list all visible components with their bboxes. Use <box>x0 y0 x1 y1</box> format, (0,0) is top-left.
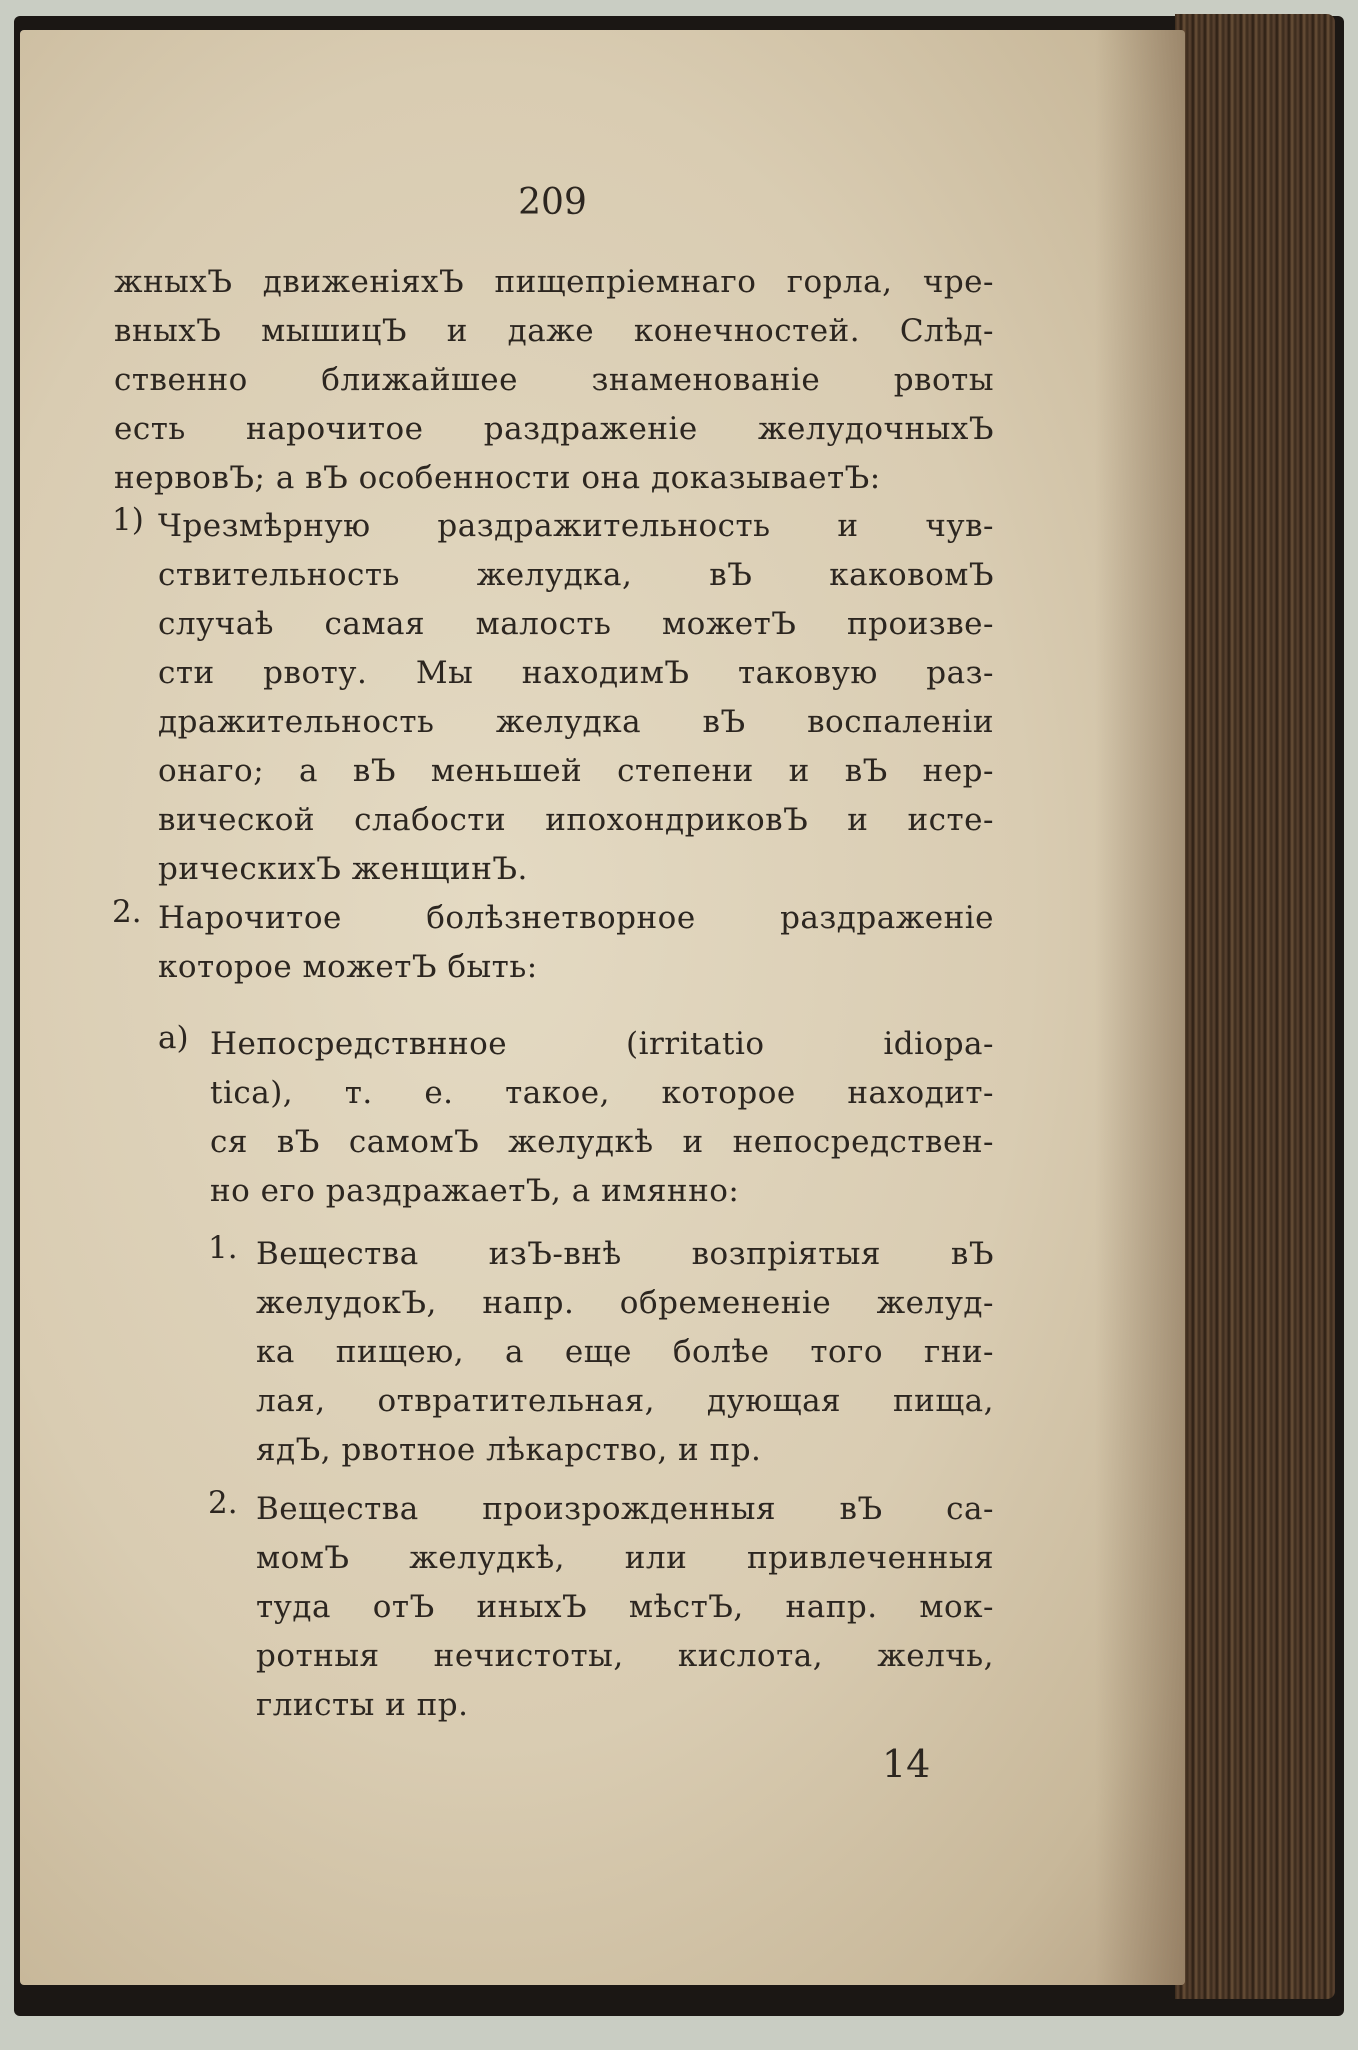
list-item-2 <box>158 894 994 992</box>
book-page <box>20 30 1185 1985</box>
sub-item-1 <box>256 1230 994 1475</box>
sub-item-2 <box>256 1485 994 1730</box>
list-marker: a) <box>158 1020 189 1056</box>
text-line: дражительность желудка вЪ воспаленiи <box>158 704 994 740</box>
text-line: рическихЪ женщинЪ. <box>158 851 528 887</box>
list-marker: 1. <box>208 1230 238 1266</box>
text-line: глисты и пр. <box>256 1687 469 1723</box>
text-line: ствительность желудка, вЪ каковомЪ <box>158 557 994 593</box>
list-item-1 <box>158 502 994 894</box>
text-line: вныхЪ мышицЪ и даже конечностей. Слѣд- <box>114 313 994 349</box>
text-line: лая, отвратительная, дующая пища, <box>256 1383 994 1419</box>
text-line: ротныя нечистоты, кислота, желчь, <box>256 1638 994 1674</box>
text-line: онаго; а вЪ меньшей степени и вЪ нер- <box>158 753 994 789</box>
text-line: ядЪ, рвотное лѣкарство, и пр. <box>256 1432 762 1468</box>
text-line: жныхЪ движенiяхЪ пищепрiемнаго горла, чре- <box>114 264 994 300</box>
list-marker: 1) <box>112 502 144 538</box>
text-line: Непосредствнное (irritatio idiopa- <box>210 1026 994 1062</box>
page-number: 209 <box>518 182 587 223</box>
text-line: желудокЪ, напр. обремененiе желуд- <box>256 1285 994 1321</box>
intro-paragraph <box>114 258 994 503</box>
text-line: Чрезмѣрную раздражительность и чув- <box>158 508 994 544</box>
signature-mark: 14 <box>882 1742 931 1786</box>
list-marker: 2. <box>208 1485 238 1521</box>
text-line: Вещества произрожденныя вЪ са- <box>256 1491 994 1527</box>
text-line: нервовЪ; а вЪ особенности она доказываетЪ: <box>114 460 881 496</box>
page-edges <box>1175 14 1335 1999</box>
text-line: туда отЪ иныхЪ мѣстЪ, напр. мок- <box>256 1589 994 1625</box>
text-line: ственно ближайшее знаменованiе рвоты <box>114 362 994 398</box>
text-line: которое можетЪ быть: <box>158 949 538 985</box>
text-line: случаѣ самая малость можетЪ произве- <box>158 606 994 642</box>
text-line: момЪ желудкѣ, или привлеченныя <box>256 1540 994 1576</box>
text-line: сти рвоту. Мы находимЪ таковую раз- <box>158 655 994 691</box>
text-line: ся вЪ самомЪ желудкѣ и непосредствен- <box>210 1124 994 1160</box>
text-line: ка пищею, а еще болѣе того гни- <box>256 1334 994 1370</box>
text-line: Нарочитое болѣзнетворное раздраженiе <box>158 900 994 936</box>
list-item-2a <box>210 1020 994 1216</box>
text-line: Вещества изЪ-внѣ возпрiятыя вЪ <box>256 1236 994 1272</box>
text-line: есть нарочитое раздраженiе желудочныхЪ <box>114 411 994 447</box>
text-line: вической слабости ипохондриковЪ и исте- <box>158 802 994 838</box>
list-marker: 2. <box>112 894 142 930</box>
text-line: но его раздражаетЪ, а имянно: <box>210 1173 740 1209</box>
text-line: tica), т. е. такое, которое находит- <box>210 1075 994 1111</box>
